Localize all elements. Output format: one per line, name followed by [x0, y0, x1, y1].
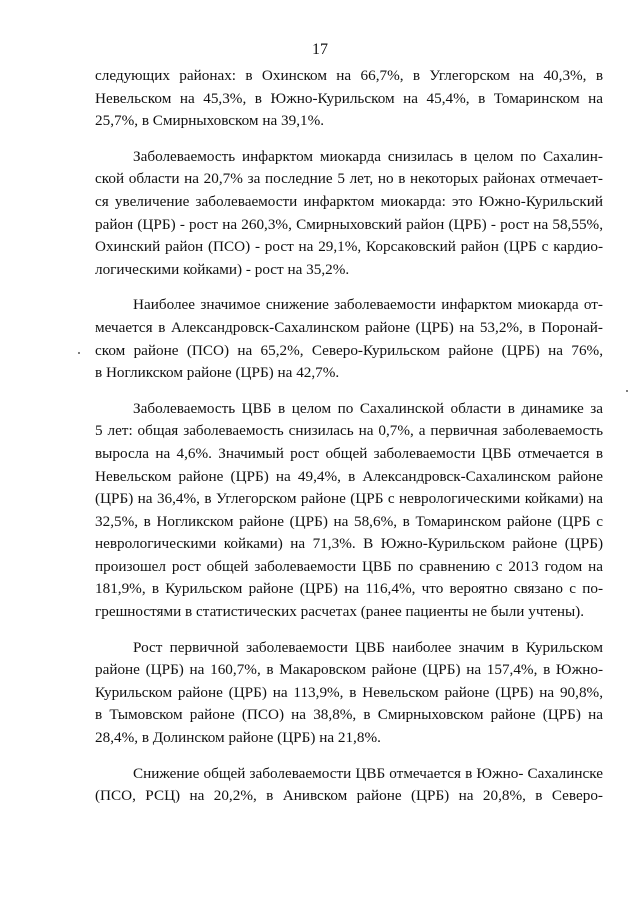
body-text [95, 65, 603, 821]
text-line: произошел рост общей заболеваемости ЦВБ по сравнению с 2013 годом на [95, 557, 603, 575]
text-line: Заболеваемость ЦВБ в целом по Сахалинской области в динамике за [133, 399, 603, 417]
paragraph-5 [95, 637, 603, 750]
text-line: ской области на 20,7% за последние 5 лет, но в некоторых районах отмечает- [95, 170, 603, 188]
text-line: неврологическими койками) на 71,3%. В Южно-Курильском районе (ЦРБ) [95, 535, 603, 553]
paragraph-1 [95, 65, 603, 133]
paragraph-3 [95, 294, 603, 384]
text-line: район (ЦРБ) - рост на 260,3%, Смирныховский район (ЦРБ) - рост на 58,55%, [95, 215, 603, 233]
text-line: 181,9%, в Курильском районе (ЦРБ) на 116,4%, что вероятно связано с по- [95, 580, 603, 598]
text-line: 5 лет: общая заболеваемость снизилась на 0,7%, а первичная заболеваемость [95, 422, 603, 440]
text-line: Невельском на 45,3%, в Южно-Курильском на 45,4%, в Томаринском на [95, 89, 603, 107]
page-number: 17 [312, 41, 328, 58]
text-line: (ЦРБ) на 36,4%, в Углегорском районе (ЦРБ с неврологическими койками) на [95, 490, 603, 508]
text-line: 28,4%, в Долинском районе (ЦРБ) на 21,8%. [95, 729, 381, 747]
text-line: ся увеличение заболеваемости инфарктом миокарда: это Южно-Курильский [95, 192, 603, 210]
text-line: (ПСО, РСЦ) на 20,2%, в Анивском районе (ЦРБ) на 20,8%, в Северо- [95, 787, 603, 805]
text-line: мечается в Александровск-Сахалинском районе (ЦРБ) на 53,2%, в Поронай- [95, 318, 603, 336]
text-line: Невельском районе (ЦРБ) на 49,4%, в Александровск-Сахалинском районе [95, 467, 603, 485]
scan-speck [626, 390, 628, 392]
text-line: грешностями в статистических расчетах (ранее пациенты не были учтены). [95, 603, 585, 621]
paragraph-4 [95, 398, 603, 624]
text-line: следующих районах: в Охинском на 66,7%, в Углегорском на 40,3%, в [95, 67, 603, 84]
text-line: районе (ЦРБ) на 160,7%, в Макаровском районе (ЦРБ) на 157,4%, в Южно- [95, 661, 603, 679]
text-line: Курильском районе (ЦРБ) на 113,9%, в Невельском районе (ЦРБ) на 90,8%, [95, 683, 603, 701]
text-line: Снижение общей заболеваемости ЦВБ отмечается в Южно- Сахалинске [133, 764, 603, 782]
text-line: в Тымовском районе (ПСО) на 38,8%, в Смирныховском районе (ЦРБ) на [95, 706, 603, 724]
text-line: 32,5%, в Ногликском районе (ЦРБ) на 58,6%, в Томаринском районе (ЦРБ с [95, 512, 603, 530]
text-line: 25,7%, в Смирныховском на 39,1%. [95, 112, 325, 130]
text-line: Наиболее значимое снижение заболеваемости инфарктом миокарда от- [133, 296, 603, 314]
text-line: в Ногликском районе (ЦРБ) на 42,7%. [95, 364, 340, 382]
paragraph-2 [95, 146, 603, 282]
text-line: логическими койками) - рост на 35,2%. [95, 260, 350, 278]
text-line: ском районе (ПСО) на 65,2%, Северо-Курильском районе (ЦРБ) на 76%, [95, 341, 603, 359]
text-line: Рост первичной заболеваемости ЦВБ наиболее значим в Курильском [133, 638, 603, 656]
text-line: выросла на 4,6%. Значимый рост общей заболеваемости ЦВБ отмечается в [95, 444, 603, 462]
text-line: Охинский район (ПСО) - рост на 29,1%, Корсаковский район (ЦРБ с кардио- [95, 238, 603, 256]
paragraph-6 [95, 763, 603, 808]
text-line: Заболеваемость инфарктом миокарда снизилась в целом по Сахалин- [133, 147, 603, 165]
scan-speck [78, 352, 80, 354]
